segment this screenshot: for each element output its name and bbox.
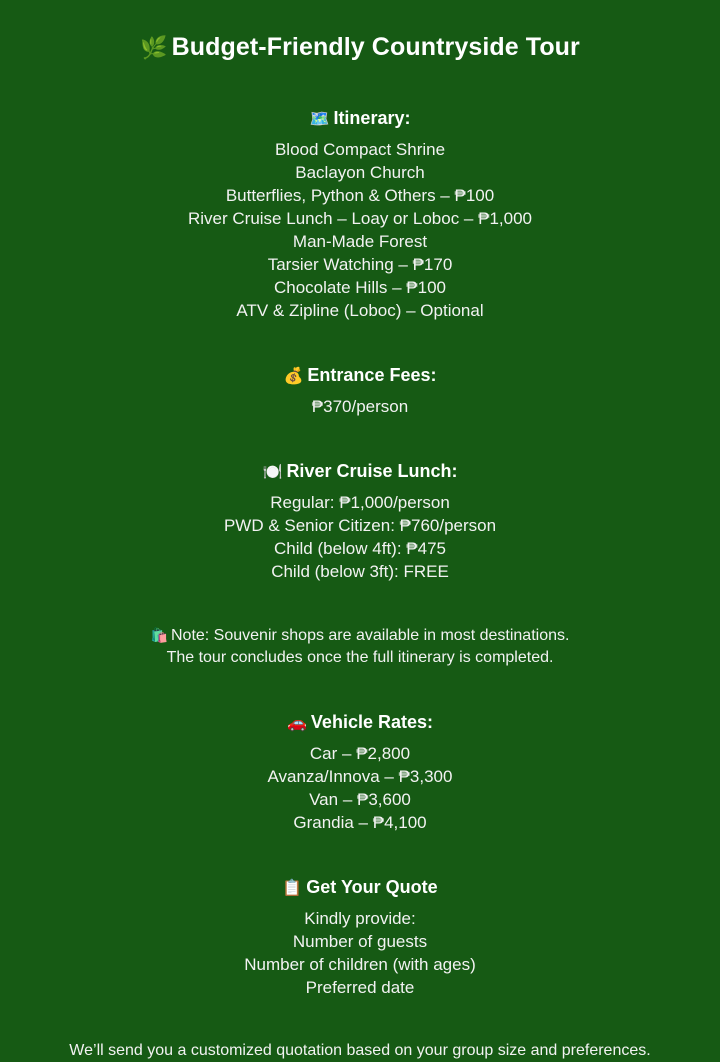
list-item: Car – ₱2,800: [309, 744, 411, 763]
itinerary-section: [20, 106, 700, 322]
map-icon: 🗺️: [309, 111, 330, 128]
itinerary-heading: [20, 106, 700, 132]
spacer: [20, 999, 700, 1040]
page-title-text: Budget-Friendly Countryside Tour: [171, 33, 580, 61]
list-item: ₱370/person: [311, 397, 409, 416]
river-cruise-lunch-heading-text: River Cruise Lunch:: [286, 461, 458, 481]
list-item: PWD & Senior Citizen: ₱760/person: [223, 516, 497, 535]
spacer: [20, 322, 700, 363]
list-item: Avanza/Innova – ₱3,300: [267, 767, 453, 786]
list-item: Blood Compact Shrine: [274, 140, 446, 159]
entrance-fees-list: [20, 395, 700, 418]
list-item: River Cruise Lunch – Loay or Loboc – ₱1,000: [188, 209, 532, 228]
spacer: [20, 834, 700, 875]
entrance-fees-heading-text: Entrance Fees:: [307, 365, 437, 385]
list-item: Man-Made Forest: [292, 232, 428, 251]
list-item: Number of children (with ages): [244, 955, 476, 974]
herb-leaf-icon: 🌿: [140, 35, 168, 60]
get-quote-heading-text: Get Your Quote: [306, 877, 438, 897]
get-quote-section: [20, 875, 700, 999]
page-title: [20, 30, 700, 65]
list-item: Number of guests: [292, 932, 428, 951]
itinerary-list: [20, 138, 700, 322]
shopping-bags-icon: 🛍️: [150, 627, 168, 643]
list-item: Baclayon Church: [295, 163, 425, 182]
river-cruise-lunch-list: [20, 491, 700, 583]
note-section: [20, 624, 700, 669]
note-line-secondary: The tour concludes once the full itinerary is completed.: [166, 649, 554, 666]
list-item: Child (below 4ft): ₱475: [274, 539, 446, 558]
list-item: Van – ₱3,600: [309, 790, 411, 809]
note-line-primary-text: Note: Souvenir shops are available in most destinations.: [170, 627, 570, 644]
vehicle-rates-section: [20, 710, 700, 834]
vehicle-rates-heading: [20, 710, 700, 736]
spacer: [20, 65, 700, 106]
list-item: Chocolate Hills – ₱100: [274, 278, 446, 297]
get-quote-heading: [20, 875, 700, 901]
entrance-fees-heading: [20, 363, 700, 389]
note-line-primary: [20, 624, 700, 647]
vehicle-rates-heading-text: Vehicle Rates:: [310, 712, 433, 732]
entrance-fees-section: [20, 363, 700, 418]
list-item: Child (below 3ft): FREE: [271, 562, 449, 581]
list-item: ATV & Zipline (Loboc) – Optional: [236, 301, 484, 320]
clipboard-icon: 📋: [282, 880, 303, 897]
itinerary-heading-text: Itinerary:: [333, 108, 411, 128]
money-bag-icon: 💰: [283, 368, 304, 385]
spacer: [20, 669, 700, 710]
spacer: [20, 418, 700, 459]
list-item: Preferred date: [305, 978, 415, 997]
list-item: Grandia – ₱4,100: [293, 813, 427, 832]
get-quote-list: [20, 907, 700, 999]
river-cruise-lunch-section: [20, 459, 700, 583]
spacer: [20, 583, 700, 624]
plate-cutlery-icon: 🍽️: [262, 464, 283, 481]
list-item: Regular: ₱1,000/person: [270, 493, 450, 512]
closing-statement: We’ll send you a customized quotation based on your group size and preferences.: [69, 1042, 651, 1059]
vehicle-rates-list: [20, 742, 700, 834]
list-item: Tarsier Watching – ₱170: [267, 255, 453, 274]
car-icon: 🚗: [287, 715, 307, 732]
list-item: Butterflies, Python & Others – ₱100: [225, 186, 495, 205]
list-item: Kindly provide:: [304, 909, 416, 928]
river-cruise-lunch-heading: [20, 459, 700, 485]
